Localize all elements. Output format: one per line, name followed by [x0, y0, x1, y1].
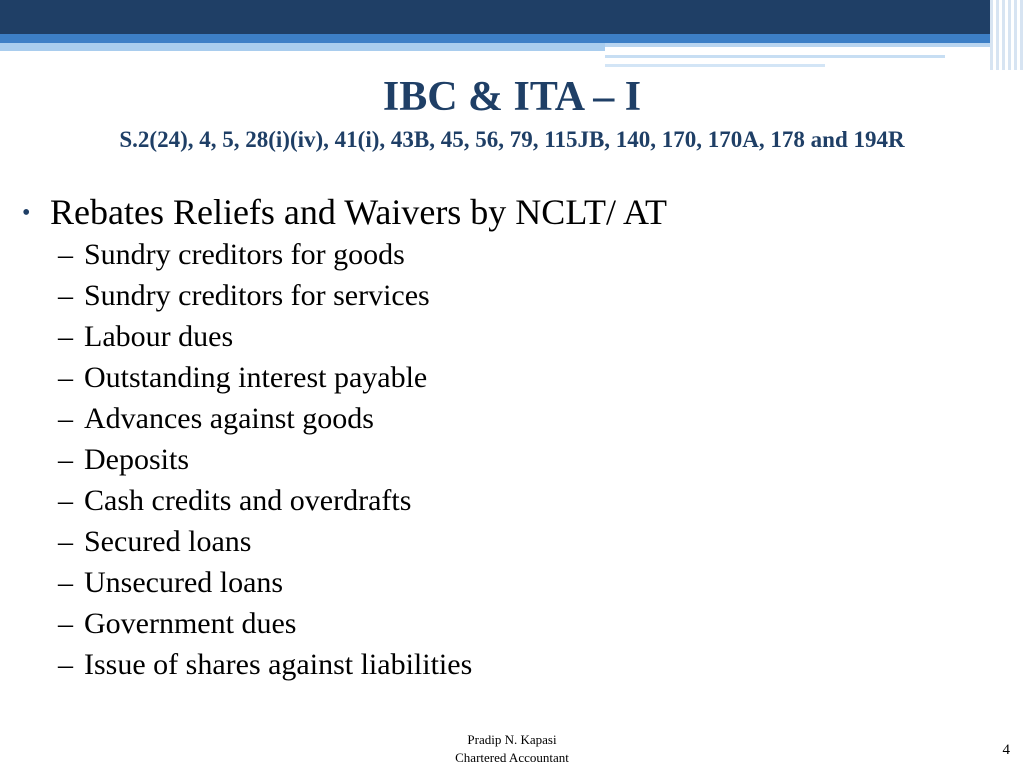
list-item [58, 562, 472, 603]
page-number: 4 [1002, 742, 1010, 758]
list-item [58, 480, 472, 521]
dash-marker: – [58, 320, 73, 353]
list-item-text: Unsecured loans [84, 566, 284, 599]
header-stripes-decoration [990, 0, 1024, 70]
dash-marker: – [58, 566, 73, 599]
footer-author: Pradip N. Kapasi [467, 732, 557, 747]
header-accent-line-short [605, 64, 825, 67]
slide-subtitle: S.2(24), 4, 5, 28(i)(iv), 41(i), 43B, 45, 56, 79, 115JB, 140, 170, 170A, 178 and 194R [119, 127, 905, 152]
list-item-text: Sundry creditors for goods [84, 238, 405, 271]
main-bullet-text: Rebates Reliefs and Waivers by NCLT/ AT [50, 192, 668, 232]
list-item [58, 521, 472, 562]
dash-marker: – [58, 279, 73, 312]
dash-marker: – [58, 402, 73, 435]
list-item [58, 398, 472, 439]
list-item [58, 603, 472, 644]
header-band-line [605, 43, 1024, 47]
footer-credit [0, 731, 1024, 767]
dash-marker: – [58, 648, 73, 681]
dash-marker: – [58, 361, 73, 394]
header-band-dark [0, 0, 1024, 34]
footer-role: Chartered Accountant [455, 750, 569, 765]
list-item-text: Sundry creditors for services [84, 279, 430, 312]
list-item [58, 357, 472, 398]
header-band-light [0, 43, 605, 51]
list-item-text: Outstanding interest payable [84, 361, 428, 394]
list-item [58, 439, 472, 480]
bullet-marker: • [22, 199, 31, 226]
list-item-text: Secured loans [84, 525, 252, 558]
sub-bullet-list [58, 234, 472, 685]
list-item-text: Government dues [84, 607, 297, 640]
list-item [58, 275, 472, 316]
dash-marker: – [58, 238, 73, 271]
header-band-mid [0, 34, 1024, 43]
list-item-text: Cash credits and overdrafts [84, 484, 412, 517]
list-item [58, 234, 472, 275]
list-item-text: Advances against goods [84, 402, 374, 435]
list-item [58, 316, 472, 357]
list-item-text: Labour dues [84, 320, 234, 353]
slide-title: IBC & ITA – I [382, 74, 642, 120]
list-item-text: Deposits [84, 443, 189, 476]
list-item [58, 644, 472, 685]
header-accent-line [605, 55, 945, 58]
dash-marker: – [58, 443, 73, 476]
dash-marker: – [58, 525, 73, 558]
dash-marker: – [58, 607, 73, 640]
list-item-text: Issue of shares against liabilities [84, 648, 473, 681]
main-bullet [22, 190, 667, 238]
dash-marker: – [58, 484, 73, 517]
